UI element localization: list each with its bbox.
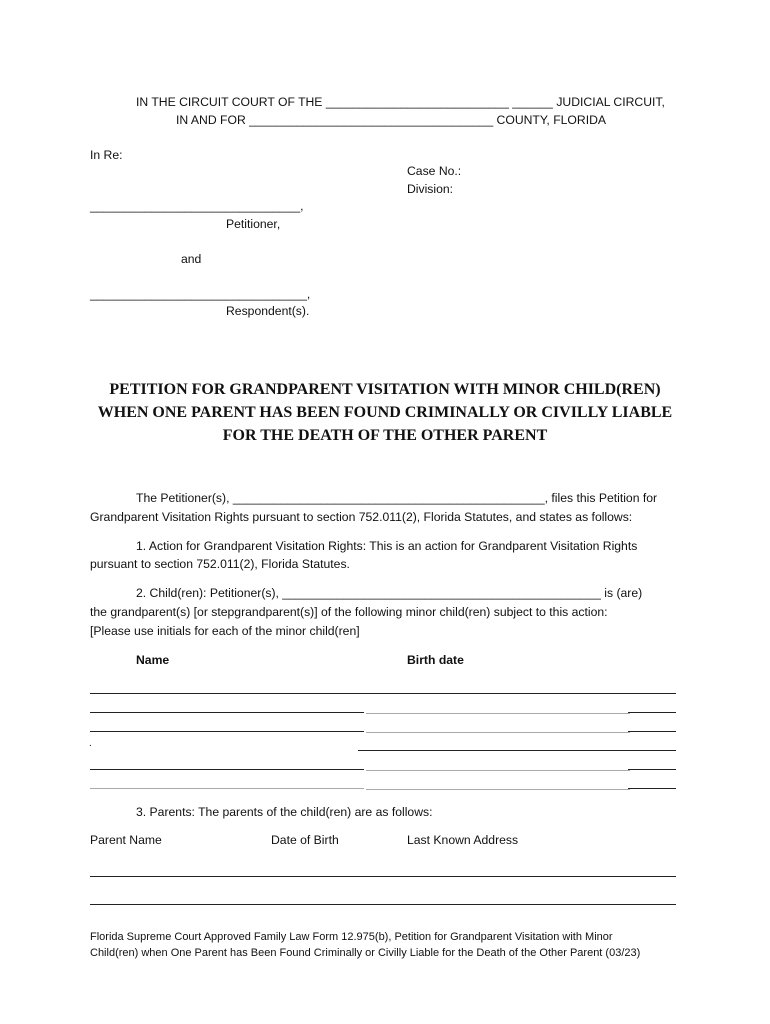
child-name-line[interactable] xyxy=(90,788,364,789)
intro-line-1: The Petitioner(s), ______________________________________________, files this Petition for xyxy=(136,491,658,505)
title-line-2: WHEN ONE PARENT HAS BEEN FOUND CRIMINALLY OR CIVILLY LIABLE xyxy=(97,404,673,421)
parent-name-header: Parent Name xyxy=(90,833,162,847)
section2-line-3: [Please use initials for each of the minor child(ren] xyxy=(90,624,360,638)
parent-address-header: Last Known Address xyxy=(407,833,519,847)
parent-dob-header: Date of Birth xyxy=(271,833,339,847)
child-birthdate-line[interactable] xyxy=(366,789,630,790)
children-birthdate-header: Birth date xyxy=(407,653,464,667)
footer-line-2: Child(ren) when One Parent has Been Found Criminally or Civilly Liable for the Death of the Other Parent (03/23) xyxy=(90,947,641,959)
petition-title xyxy=(60,378,710,447)
section2-line-1: 2. Child(ren): Petitioner(s), _______________________________________________ is (are) xyxy=(136,586,643,600)
intro-line-2: Grandparent Visitation Rights pursuant to section 752.011(2), Florida Statutes, and states as follows: xyxy=(90,510,633,524)
child-extra-line[interactable] xyxy=(628,788,676,789)
child-extra-line[interactable] xyxy=(628,750,676,751)
county-blank[interactable]: ____________________________________ xyxy=(249,113,494,127)
section1-line-2: pursuant to section 752.011(2), Florida Statutes. xyxy=(90,557,350,571)
children-name-header: Name xyxy=(136,653,170,667)
child-name-line[interactable] xyxy=(90,693,364,694)
court-header-line2 xyxy=(176,113,606,127)
division-label: Division: xyxy=(407,182,454,196)
title-line-1: PETITION FOR GRANDPARENT VISITATION WITH MINOR CHILD(REN) xyxy=(109,381,661,398)
petitioner-name-blank[interactable]: _______________________________, xyxy=(90,199,304,213)
child-birthdate-line[interactable] xyxy=(366,713,630,714)
child-birthdate-line[interactable] xyxy=(366,732,630,733)
row-marker: . xyxy=(89,738,92,749)
child-extra-line[interactable] xyxy=(628,693,676,694)
circuit-blank[interactable]: ___________________________ ______ xyxy=(325,95,553,109)
section3-line-1: 3. Parents: The parents of the child(ren) are as follows: xyxy=(136,805,433,819)
child-name-line[interactable] xyxy=(90,769,364,770)
county-prefix: IN AND FOR xyxy=(176,113,246,127)
child-extra-line[interactable] xyxy=(628,731,676,732)
child-extra-line[interactable] xyxy=(628,712,676,713)
child-birthdate-line[interactable] xyxy=(358,693,630,694)
respondent-label: Respondent(s). xyxy=(226,304,310,318)
parent-row-line[interactable] xyxy=(90,904,676,905)
parent-row-line[interactable] xyxy=(90,876,676,877)
and-label: and xyxy=(181,252,202,266)
county-suffix: COUNTY, FLORIDA xyxy=(496,113,607,127)
child-name-line[interactable] xyxy=(90,731,364,732)
petitioner-label: Petitioner, xyxy=(226,217,281,231)
child-birthdate-line[interactable] xyxy=(358,750,630,751)
in-re-label: In Re: xyxy=(90,148,123,162)
child-name-line[interactable] xyxy=(90,712,364,713)
case-number-label: Case No.: xyxy=(407,164,462,178)
footer-line-1: Florida Supreme Court Approved Family Law Form 12.975(b), Petition for Grandparent Visitation with Minor xyxy=(90,931,613,943)
court-header-prefix: IN THE CIRCUIT COURT OF THE xyxy=(136,95,323,109)
section2-line-2: the grandparent(s) [or stepgrandparent(s)] of the following minor child(ren) subject to this action: xyxy=(90,605,608,619)
respondent-name-blank[interactable]: ________________________________, xyxy=(90,287,311,301)
child-birthdate-line[interactable] xyxy=(366,770,630,771)
title-line-3: FOR THE DEATH OF THE OTHER PARENT xyxy=(222,427,548,444)
section1-line-1: 1. Action for Grandparent Visitation Rights: This is an action for Grandparent Visitation Rights xyxy=(136,539,638,553)
court-header-line1 xyxy=(136,95,665,109)
court-header-suffix: JUDICIAL CIRCUIT, xyxy=(556,95,665,109)
child-extra-line[interactable] xyxy=(628,769,676,770)
